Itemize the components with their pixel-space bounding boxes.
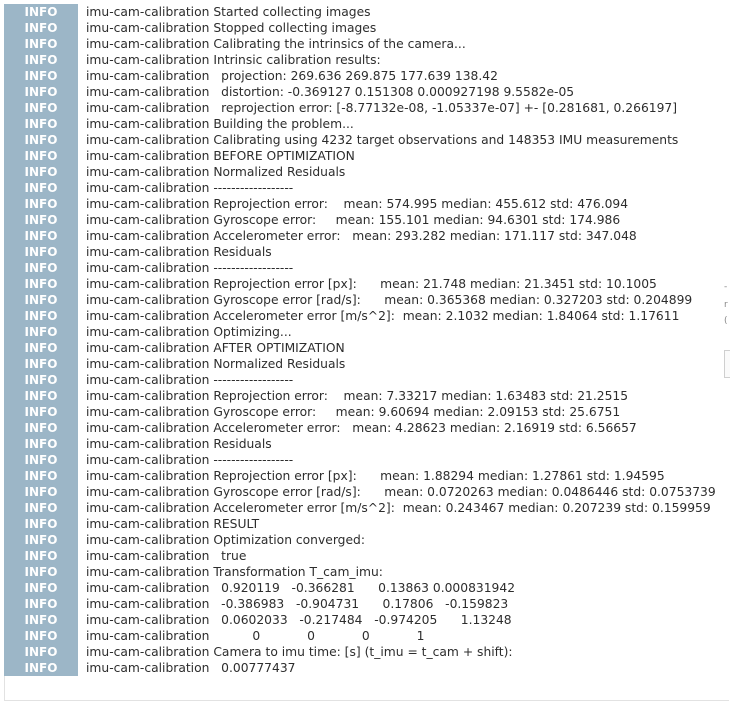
log-level-badge: INFO [4, 4, 78, 20]
log-source: imu-cam-calibration [86, 501, 210, 515]
log-message: BEFORE OPTIMIZATION [209, 149, 355, 163]
log-line [4, 52, 724, 68]
log-level-badge: INFO [4, 596, 78, 612]
log-line [4, 404, 724, 420]
log-message: 0.920119 -0.366281 0.13863 0.000831942 [209, 581, 516, 595]
log-message: Camera to imu time: [s] (t_imu = t_cam + shift): [209, 645, 513, 659]
log-line [4, 516, 724, 532]
log-message: Gyroscope error [rad/s]: mean: 0.0720263 median: 0.0486446 std: 0.0753739 [209, 485, 716, 499]
log-source: imu-cam-calibration [86, 37, 210, 51]
log-source: imu-cam-calibration [86, 533, 210, 547]
log-level-badge: INFO [4, 372, 78, 388]
log-level-badge: INFO [4, 212, 78, 228]
log-line [4, 548, 724, 564]
log-message: distortion: -0.369127 0.151308 0.000927198 9.5582e-05 [209, 85, 575, 99]
log-level-badge: INFO [4, 116, 78, 132]
log-level-badge: INFO [4, 68, 78, 84]
log-level-badge: INFO [4, 628, 78, 644]
log-level-badge: INFO [4, 356, 78, 372]
log-source: imu-cam-calibration [86, 293, 210, 307]
log-source: imu-cam-calibration [86, 581, 210, 595]
log-source: imu-cam-calibration [86, 485, 210, 499]
log-message: -0.386983 -0.904731 0.17806 -0.159823 [209, 597, 509, 611]
log-message: Accelerometer error [m/s^2]: mean: 0.243467 median: 0.207239 std: 0.159959 [209, 501, 711, 515]
log-line [4, 212, 724, 228]
log-level-badge: INFO [4, 404, 78, 420]
log-line [4, 356, 724, 372]
log-level-badge: INFO [4, 244, 78, 260]
log-line [4, 580, 724, 596]
log-level-badge: INFO [4, 132, 78, 148]
log-message: ------------------ [209, 261, 294, 275]
log-source: imu-cam-calibration [86, 69, 210, 83]
log-level-badge: INFO [4, 436, 78, 452]
log-level-badge: INFO [4, 196, 78, 212]
log-message: Optimizing... [209, 325, 292, 339]
log-message: Residuals [209, 437, 272, 451]
log-message: projection: 269.636 269.875 177.639 138.42 [209, 69, 498, 83]
log-message: Transformation T_cam_imu: [209, 565, 383, 579]
log-line [4, 148, 724, 164]
log-level-badge: INFO [4, 164, 78, 180]
log-line [4, 532, 724, 548]
edge-fragment: - [724, 282, 728, 292]
log-message: Reprojection error [px]: mean: 21.748 median: 21.3451 std: 10.1005 [209, 277, 657, 291]
edge-fragment: r [724, 300, 728, 310]
log-source: imu-cam-calibration [86, 325, 210, 339]
log-source: imu-cam-calibration [86, 133, 210, 147]
log-line [4, 628, 724, 644]
log-source: imu-cam-calibration [86, 181, 210, 195]
log-level-badge: INFO [4, 660, 78, 676]
log-message: Gyroscope error: mean: 155.101 median: 94.6301 std: 174.986 [209, 213, 621, 227]
log-line [4, 244, 724, 260]
log-level-badge: INFO [4, 148, 78, 164]
log-source: imu-cam-calibration [86, 117, 210, 131]
log-source: imu-cam-calibration [86, 373, 210, 387]
log-message: Gyroscope error: mean: 9.60694 median: 2.09153 std: 25.6751 [209, 405, 621, 419]
log-level-badge: INFO [4, 468, 78, 484]
log-line [4, 116, 724, 132]
log-message: reprojection error: [-8.77132e-08, -1.05337e-07] +- [0.281681, 0.266197] [209, 101, 678, 115]
log-source: imu-cam-calibration [86, 165, 210, 179]
log-line [4, 228, 724, 244]
log-source: imu-cam-calibration [86, 629, 210, 643]
log-line [4, 164, 724, 180]
log-level-badge: INFO [4, 292, 78, 308]
log-message: Calibrating using 4232 target observations and 148353 IMU measurements [209, 133, 679, 147]
log-line [4, 468, 724, 484]
log-source: imu-cam-calibration [86, 389, 210, 403]
log-message: Reprojection error [px]: mean: 1.88294 median: 1.27861 std: 1.94595 [209, 469, 665, 483]
log-message: Calibrating the intrinsics of the camera... [209, 37, 466, 51]
log-line [4, 420, 724, 436]
log-source: imu-cam-calibration [86, 229, 210, 243]
log-level-badge: INFO [4, 548, 78, 564]
log-source: imu-cam-calibration [86, 661, 210, 675]
log-line [4, 100, 724, 116]
log-level-badge: INFO [4, 516, 78, 532]
log-source: imu-cam-calibration [86, 437, 210, 451]
log-line [4, 196, 724, 212]
log-message: AFTER OPTIMIZATION [209, 341, 345, 355]
log-line [4, 596, 724, 612]
log-source: imu-cam-calibration [86, 85, 210, 99]
log-level-badge: INFO [4, 484, 78, 500]
log-line [4, 340, 724, 356]
log-message: ------------------ [209, 453, 294, 467]
log-output[interactable] [4, 4, 724, 676]
log-level-badge: INFO [4, 420, 78, 436]
log-source: imu-cam-calibration [86, 213, 210, 227]
log-source: imu-cam-calibration [86, 309, 210, 323]
log-message: 0.0602033 -0.217484 -0.974205 1.13248 [209, 613, 512, 627]
log-message: 0.00777437 [209, 661, 296, 675]
log-level-badge: INFO [4, 180, 78, 196]
log-message: Building the problem... [209, 117, 354, 131]
log-line [4, 660, 724, 676]
log-line [4, 36, 724, 52]
log-level-badge: INFO [4, 324, 78, 340]
side-panel-handle[interactable] [724, 350, 730, 378]
log-line [4, 132, 724, 148]
log-line [4, 260, 724, 276]
log-source: imu-cam-calibration [86, 549, 210, 563]
log-message: Reprojection error: mean: 7.33217 median: 1.63483 std: 21.2515 [209, 389, 629, 403]
log-source: imu-cam-calibration [86, 53, 210, 67]
log-message: Accelerometer error: mean: 4.28623 median: 2.16919 std: 6.56657 [209, 421, 637, 435]
log-line [4, 388, 724, 404]
log-message: Started collecting images [209, 5, 371, 19]
log-source: imu-cam-calibration [86, 101, 210, 115]
log-line [4, 180, 724, 196]
log-message: ------------------ [209, 373, 294, 387]
log-level-badge: INFO [4, 20, 78, 36]
log-line [4, 68, 724, 84]
log-level-badge: INFO [4, 452, 78, 468]
log-line [4, 612, 724, 628]
log-line [4, 308, 724, 324]
log-level-badge: INFO [4, 228, 78, 244]
edge-fragment: ( [724, 316, 728, 326]
log-line [4, 436, 724, 452]
log-line [4, 20, 724, 36]
log-message: Normalized Residuals [209, 165, 346, 179]
log-level-badge: INFO [4, 100, 78, 116]
log-source: imu-cam-calibration [86, 565, 210, 579]
log-source: imu-cam-calibration [86, 5, 210, 19]
log-level-badge: INFO [4, 644, 78, 660]
log-line [4, 324, 724, 340]
log-level-badge: INFO [4, 532, 78, 548]
log-line [4, 84, 724, 100]
log-source: imu-cam-calibration [86, 453, 210, 467]
log-level-badge: INFO [4, 308, 78, 324]
log-source: imu-cam-calibration [86, 597, 210, 611]
log-message: 0 0 0 1 [209, 629, 425, 643]
log-source: imu-cam-calibration [86, 645, 210, 659]
log-source: imu-cam-calibration [86, 469, 210, 483]
log-message: Reprojection error: mean: 574.995 median: 455.612 std: 476.094 [209, 197, 629, 211]
log-level-badge: INFO [4, 340, 78, 356]
log-line [4, 276, 724, 292]
log-level-badge: INFO [4, 388, 78, 404]
log-message: Accelerometer error [m/s^2]: mean: 2.1032 median: 1.84064 std: 1.17611 [209, 309, 680, 323]
log-level-badge: INFO [4, 260, 78, 276]
log-message: Residuals [209, 245, 272, 259]
log-line [4, 372, 724, 388]
log-source: imu-cam-calibration [86, 613, 210, 627]
log-line [4, 564, 724, 580]
log-source: imu-cam-calibration [86, 261, 210, 275]
log-message: Accelerometer error: mean: 293.282 median: 171.117 std: 347.048 [209, 229, 637, 243]
log-source: imu-cam-calibration [86, 517, 210, 531]
log-source: imu-cam-calibration [86, 341, 210, 355]
log-level-badge: INFO [4, 36, 78, 52]
log-message: Optimization converged: [209, 533, 365, 547]
log-level-badge: INFO [4, 52, 78, 68]
log-message: ------------------ [209, 181, 294, 195]
log-source: imu-cam-calibration [86, 405, 210, 419]
log-message: true [209, 549, 247, 563]
log-source: imu-cam-calibration [86, 277, 210, 291]
log-message: Normalized Residuals [209, 357, 346, 371]
log-source: imu-cam-calibration [86, 357, 210, 371]
log-message: RESULT [209, 517, 260, 531]
log-message: Gyroscope error [rad/s]: mean: 0.365368 median: 0.327203 std: 0.204899 [209, 293, 693, 307]
log-source: imu-cam-calibration [86, 21, 210, 35]
log-level-badge: INFO [4, 500, 78, 516]
log-line [4, 4, 724, 20]
log-level-badge: INFO [4, 612, 78, 628]
log-line [4, 500, 724, 516]
log-level-badge: INFO [4, 276, 78, 292]
log-level-badge: INFO [4, 84, 78, 100]
log-level-badge: INFO [4, 564, 78, 580]
log-source: imu-cam-calibration [86, 421, 210, 435]
log-line [4, 644, 724, 660]
log-source: imu-cam-calibration [86, 245, 210, 259]
log-source: imu-cam-calibration [86, 197, 210, 211]
log-message: Stopped collecting images [209, 21, 377, 35]
log-line [4, 452, 724, 468]
log-line [4, 484, 724, 500]
log-message: Intrinsic calibration results: [209, 53, 381, 67]
log-level-badge: INFO [4, 580, 78, 596]
log-source: imu-cam-calibration [86, 149, 210, 163]
log-line [4, 292, 724, 308]
